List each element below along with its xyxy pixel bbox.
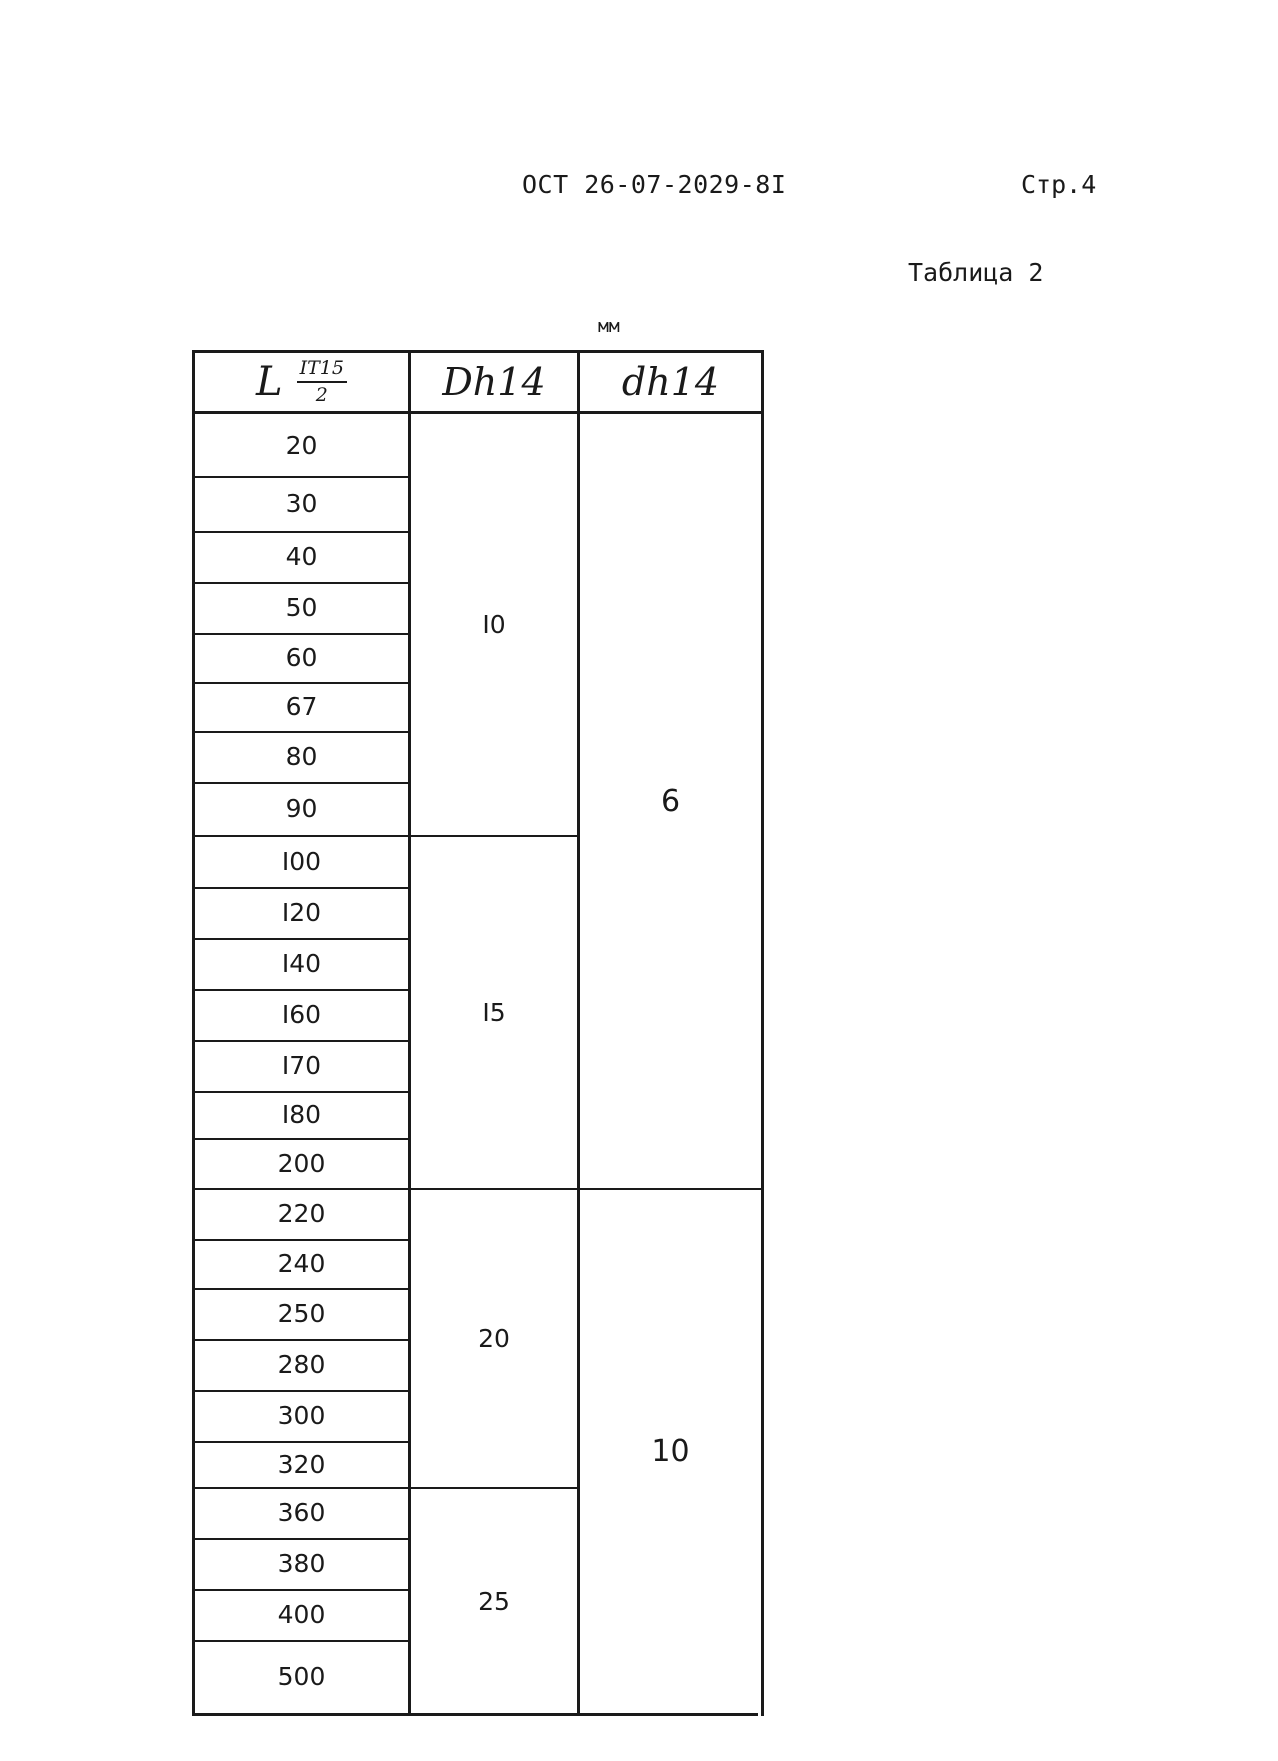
L-row-separator	[192, 1487, 411, 1489]
L-row-separator	[192, 476, 411, 478]
page-number: Стр.4	[1021, 170, 1097, 199]
header-L-tolerance	[297, 359, 347, 405]
L-value-row: 67	[285, 692, 318, 721]
L-value-row: 20	[285, 430, 318, 460]
L-row-separator	[192, 1040, 411, 1042]
L-row-separator	[192, 1589, 411, 1591]
d-value-10: 10	[651, 1434, 690, 1469]
L-row-separator	[192, 1441, 411, 1443]
D-value-20: 20	[478, 1324, 510, 1353]
L-row-separator	[192, 633, 411, 635]
L-row-separator	[192, 835, 411, 837]
L-value-row: 40	[285, 542, 318, 571]
D-value-10: I0	[482, 610, 506, 639]
header-L-tolerance-denominator: 2	[315, 384, 328, 406]
L-row-separator	[192, 1288, 411, 1290]
L-value-row: I60	[281, 1000, 322, 1029]
L-row-separator	[192, 682, 411, 684]
table-right-border	[761, 350, 764, 1716]
L-row-separator	[192, 1239, 411, 1241]
L-value-row: 90	[285, 794, 318, 823]
table-bottom-border	[192, 1713, 758, 1716]
L-row-separator	[192, 1138, 411, 1140]
L-value-row: 300	[277, 1401, 326, 1430]
L-row-separator	[192, 1091, 411, 1093]
L-row-separator	[192, 938, 411, 940]
L-value-row: I70	[281, 1051, 322, 1080]
L-value-row: 240	[277, 1249, 326, 1278]
L-value-row: 320	[277, 1449, 326, 1479]
L-row-separator	[192, 531, 411, 533]
L-value-row: 400	[277, 1600, 326, 1629]
L-value-row: 30	[285, 489, 318, 518]
L-value-row: I40	[281, 949, 322, 978]
L-row-separator	[192, 1390, 411, 1392]
L-row-separator	[192, 989, 411, 991]
L-row-separator	[192, 1640, 411, 1642]
L-value-row: 380	[277, 1549, 326, 1578]
L-value-row: I20	[281, 898, 322, 927]
L-value-row: 50	[285, 593, 318, 622]
L-row-separator	[192, 782, 411, 784]
D-value-15: I5	[482, 998, 506, 1027]
L-value-row: 500	[277, 1662, 326, 1691]
header-D: Dh14	[442, 360, 546, 404]
document-code: ОСТ 26-07-2029-8I	[522, 170, 787, 199]
L-value-row: 60	[285, 643, 318, 672]
L-row-separator	[192, 1188, 411, 1190]
table-caption: Таблица 2	[908, 258, 1044, 287]
L-row-separator	[192, 1339, 411, 1341]
L-value-row: 80	[285, 742, 318, 771]
L-row-separator	[192, 731, 411, 733]
header-d: dh14	[621, 360, 720, 404]
header-L	[195, 353, 408, 411]
L-value-row: 250	[277, 1299, 326, 1328]
header-L-tolerance-numerator: IT15	[297, 359, 347, 383]
L-value-row: I80	[281, 1100, 322, 1129]
L-row-separator	[192, 582, 411, 584]
header-L-symbol: L	[256, 359, 283, 405]
D-value-25: 25	[478, 1586, 510, 1616]
L-row-separator	[192, 887, 411, 889]
L-value-row: 360	[277, 1498, 326, 1527]
L-row-separator	[192, 1538, 411, 1540]
L-value-row: 220	[277, 1199, 326, 1228]
L-value-row: 280	[277, 1350, 326, 1379]
d-value-6: 6	[660, 783, 681, 819]
L-value-row: I00	[281, 846, 322, 876]
units-label: мм	[598, 316, 620, 337]
L-value-row: 200	[277, 1148, 326, 1178]
